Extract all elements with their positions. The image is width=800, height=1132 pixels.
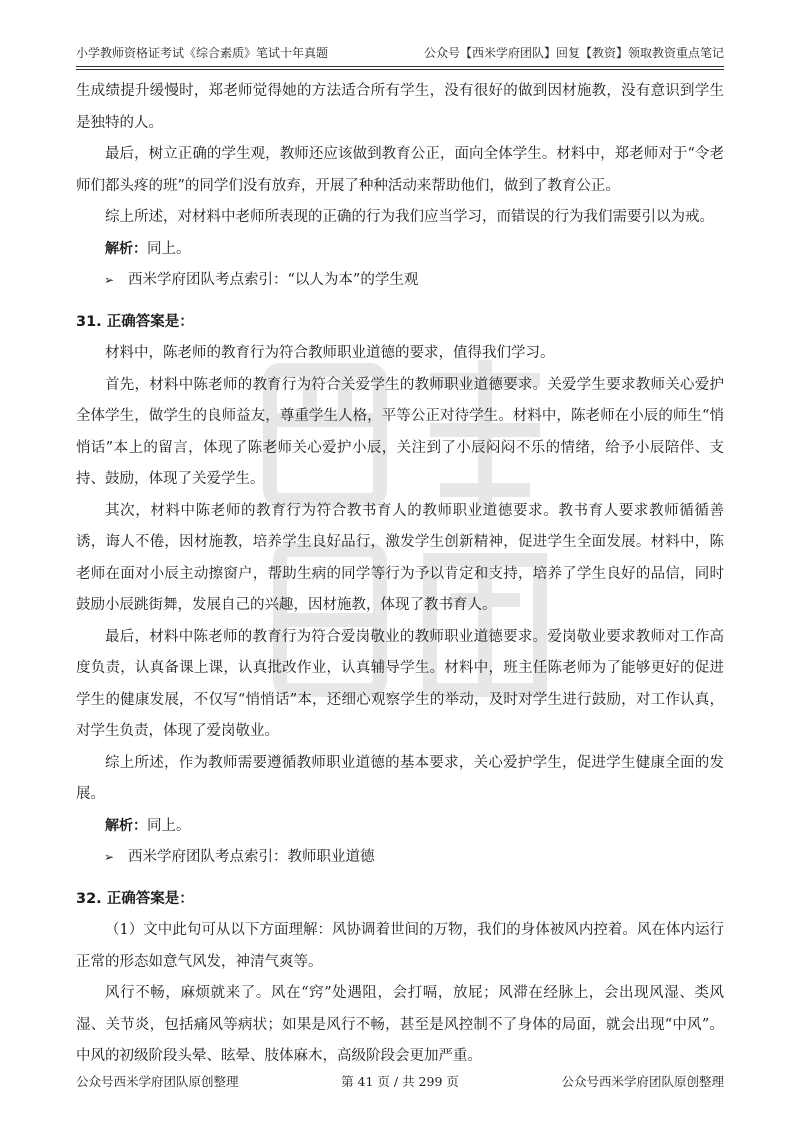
paragraph: 材料中，陈老师的教育行为符合教师职业道德的要求，值得我们学习。 — [105, 345, 555, 361]
paragraph: 风行不畅，麻烦就来了。风在“窍”处遇阻，会打嗝，放屁；风滞在经脉上，会出现风湿、类风湿、关节炎，包括痛风等病状；如果是风行不畅，甚至是风控制不了身体的局面，就会出现“中风”。中风的初级阶段头晕、眩晕、肢体麻木，高级阶段会更加严重。 — [76, 985, 724, 1064]
page-footer — [76, 1072, 724, 1090]
paragraph: 其次，材料中陈老师的教育行为符合教书育人的教师职业道德要求。教书育人要求教师循循善诱，诲人不倦，因材施教，培养学生良好品行，激发学生创新精神，促进学生全面发展。材料中，陈老师在面对小辰主动擦窗户，帮助生病的同学等行为予以肯定和支持，培养了学生良好的品信，同时鼓励小辰跳街舞，发展自己的兴趣，因材施教，体现了教书育人。 — [76, 502, 724, 613]
header-rule-thin — [76, 69, 724, 70]
topic-index-bullet — [76, 265, 724, 297]
paragraph: 生成绩提升缓慢时，郑老师觉得她的方法适合所有学生，没有很好的做到因材施教，没有意识到学生是独特的人。 — [76, 83, 724, 131]
footer-right: 公众号西米学府团队原创整理 — [561, 1074, 724, 1089]
topic-index-text: 西米学府团队考点索引：“以人为本”的学生观 — [128, 272, 419, 288]
question-32-title: 32. 正确答案是： — [76, 890, 194, 907]
analysis-line — [76, 811, 724, 843]
header-right-note: 公众号【西米学府团队】回复【教资】领取教资重点笔记 — [423, 45, 724, 60]
analysis-line — [76, 234, 724, 266]
paragraph: 最后，材料中陈老师的教育行为符合爱岗敬业的教师职业道德要求。爱岗敬业要求教师对工作高度负责，认真备课上课，认真批改作业，认真辅导学生。材料中，班主任陈老师为了能够更好的促进学生的健康发展，不仅写“悄悄话”本，还细心观察学生的举动，及时对学生进行鼓励，对工作认真，对学生负责，体现了爱岗敬业。 — [76, 628, 724, 739]
page-header — [76, 40, 724, 64]
page-content — [76, 76, 724, 1073]
topic-index-text: 西米学府团队考点索引：教师职业道德 — [128, 849, 375, 865]
topic-index-bullet — [76, 842, 724, 874]
paragraph: 综上所述，对材料中老师所表现的正确的行为我们应当学习，而错误的行为我们需要引以为戒。 — [105, 209, 714, 225]
analysis-text: 同上。 — [147, 240, 191, 257]
footer-left: 公众号西米学府团队原创整理 — [76, 1074, 239, 1089]
page-number: 第 41 页 / 共 299 页 — [341, 1074, 459, 1089]
paragraph: 最后，树立正确的学生观，教师还应该做到教育公正，面向全体学生。材料中，郑老师对于“令老师们都头疼的班”的同学们没有放弃，开展了种种活动来帮助他们，做到了教育公正。 — [76, 146, 724, 194]
analysis-text: 同上。 — [147, 817, 191, 834]
paragraph: （1）文中此句可从以下方面理解：风协调着世间的万物，我们的身体被风内控着。风在体内运行正常的形态如意气风发，神清气爽等。 — [76, 922, 724, 970]
analysis-label: 解析： — [105, 817, 147, 834]
arrow-bullet-icon: ➢ — [104, 850, 115, 864]
analysis-label: 解析： — [105, 240, 147, 257]
question-31-title: 31. 正确答案是： — [76, 313, 194, 330]
paragraph: 首先，材料中陈老师的教育行为符合关爱学生的教师职业道德要求。关爱学生要求教师关心爱护全体学生，做学生的良师益友，尊重学生人格，平等公正对待学生。材料中，陈老师在小辰的师生“悄悄话”本上的留言，体现了陈老师关心爱护小辰，关注到了小辰闷闷不乐的情绪，给予小辰陪伴、支持、鼓励，体现了关爱学生。 — [76, 376, 724, 487]
paragraph: 综上所述，作为教师需要遵循教师职业道德的基本要求，关心爱护学生，促进学生健康全面的发展。 — [76, 754, 724, 802]
header-rule — [76, 66, 724, 67]
header-left-title: 小学教师资格证考试《综合素质》笔试十年真题 — [76, 45, 329, 60]
arrow-bullet-icon: ➢ — [104, 273, 115, 287]
